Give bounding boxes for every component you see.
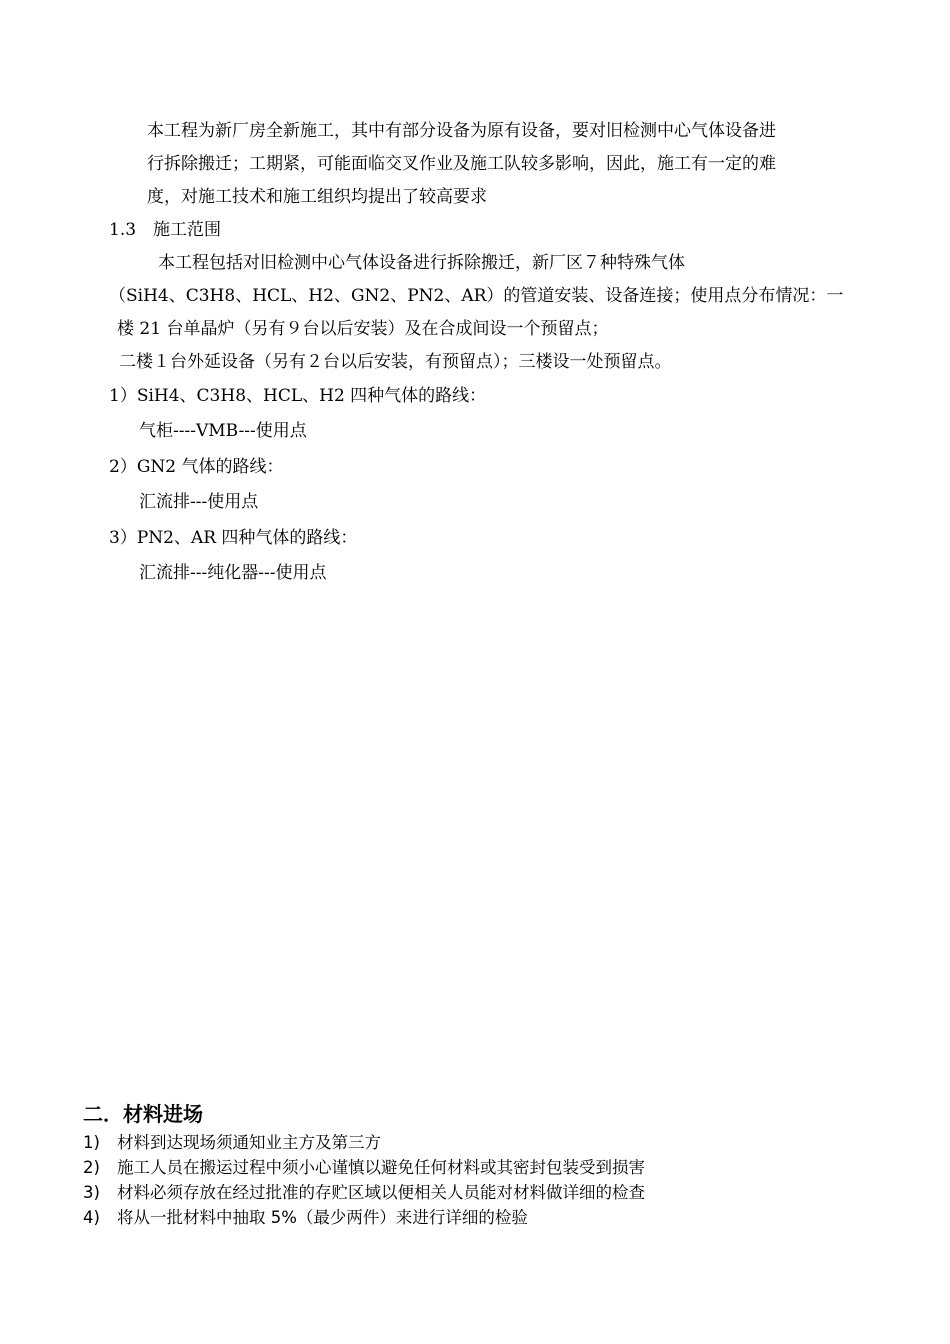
route-1-path: 气柜----VMB---使用点 [139,421,307,441]
route-2-path: 汇流排---使用点 [139,492,259,512]
list-item-number: 2) [83,1158,100,1177]
route-1-title: 1）SiH4、C3H8、HCL、H2 四种气体的路线： [109,386,487,406]
route-3-title: 3）PN2、AR 四种气体的路线： [109,528,358,548]
list-item [83,1207,528,1229]
list-item [83,1132,381,1154]
section-1-3-heading: 1.3 施工范围 [109,220,222,240]
list-item-number: 4) [83,1208,100,1227]
list-item [83,1157,645,1179]
list-item-text: 材料到达现场须通知业主方及第三方 [117,1133,381,1152]
scope-paragraph-line-2: （SiH4、C3H8、HCL、H2、GN2、PN2、AR）的管道安装、设备连接；使用点分布情况：一 [109,286,844,306]
list-item [83,1182,645,1204]
scope-paragraph-line-1: 本工程包括对旧检测中心气体设备进行拆除搬迁，新厂区７种特殊气体 [158,253,685,273]
intro-line-3: 度，对施工技术和施工组织均提出了较高要求 [147,187,487,207]
list-item-number: 1) [83,1133,100,1152]
route-2-title: 2）GN2 气体的路线： [109,457,284,477]
section-2-heading: 二．材料进场 [83,1102,203,1126]
list-item-number: 3) [83,1183,100,1202]
scope-paragraph-line-3: 楼 21 台单晶炉（另有９台以后安装）及在合成间设一个预留点； [117,319,609,339]
intro-line-1: 本工程为新厂房全新施工，其中有部分设备为原有设备，要对旧检测中心气体设备进 [147,121,776,141]
list-item-text: 材料必须存放在经过批准的存贮区域以便相关人员能对材料做详细的检查 [117,1183,645,1202]
list-item-text: 将从一批材料中抽取 5%（最少两件）来进行详细的检验 [117,1208,528,1227]
intro-line-2: 行拆除搬迁；工期紧，可能面临交叉作业及施工队较多影响，因此，施工有一定的难 [147,154,776,174]
scope-paragraph-line-4: 二楼１台外延设备（另有２台以后安装，有预留点）；三楼设一处预留点。 [119,352,672,372]
list-item-text: 施工人员在搬运过程中须小心谨慎以避免任何材料或其密封包装受到损害 [117,1158,645,1177]
route-3-path: 汇流排---纯化器---使用点 [139,563,327,583]
